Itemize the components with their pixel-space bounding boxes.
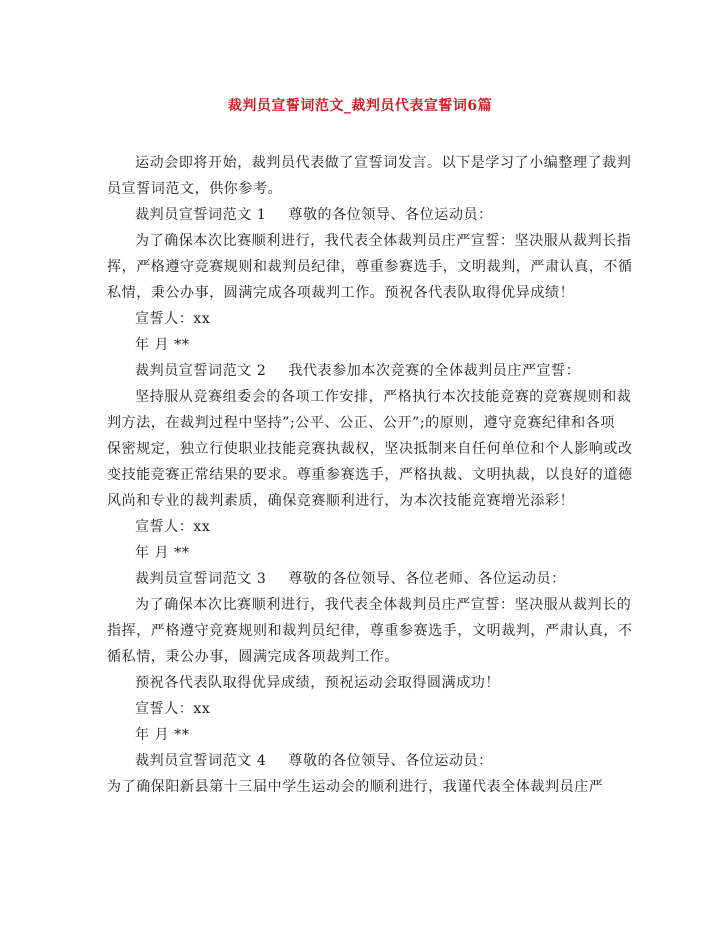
section-body-line: 挥，严格遵守竞赛规则和裁判员纪律，尊重参赛选手，文明裁判，严肃认真，不循 xyxy=(107,259,633,275)
section-2 xyxy=(107,358,633,566)
section-salutation: 尊敬的各位领导、各位运动员： xyxy=(288,753,493,769)
section-signer: 宣誓人：xx xyxy=(135,701,211,717)
section-heading: 裁判员宣誓词范文 2 xyxy=(135,363,267,379)
section-salutation: 尊敬的各位领导、各位老师、各位运动员： xyxy=(288,571,566,587)
section-salutation: 我代表参加本次竞赛的全体裁判员庄严宣誓： xyxy=(288,363,581,379)
document-title: 裁判员宣誓词范文_裁判员代表宣誓词6篇 xyxy=(227,98,493,114)
intro-paragraph xyxy=(107,150,632,202)
section-signer: 宣誓人：xx xyxy=(135,311,211,327)
section-4 xyxy=(107,748,613,800)
section-body-line: 为了确保本次比赛顺利进行，我代表全体裁判员庄严宣誓：坚决服从裁判长的 xyxy=(135,597,632,613)
section-body-line: 私情，秉公办事，圆满完成各项裁判工作。预祝各代表队取得优异成绩！ xyxy=(107,285,575,301)
section-heading-line xyxy=(107,566,613,592)
section-heading-line xyxy=(107,202,613,228)
section-body-line: 为了确保本次比赛顺利进行，我代表全体裁判员庄严宣誓：坚决服从裁判长指 xyxy=(135,233,632,249)
section-extra: 预祝各代表队取得优异成绩，预祝运动会取得圆满成功！ xyxy=(135,675,500,691)
section-signer: 宣誓人：xx xyxy=(135,519,211,535)
section-body-line: 指挥，严格遵守竞赛规则和裁判员纪律，尊重参赛选手，文明裁判，严肃认真，不 xyxy=(107,623,633,639)
section-3 xyxy=(107,566,633,748)
section-body-line: 风尚和专业的裁判素质，确保竞赛顺利进行，为本次技能竞赛增光添彩！ xyxy=(107,493,575,509)
section-heading: 裁判员宣誓词范文 3 xyxy=(135,571,267,587)
intro-line: 运动会即将开始，裁判员代表做了宣誓词发言。以下是学习了小编整理了裁判 xyxy=(135,155,632,171)
section-body-line: 变技能竞赛正常结果的要求。尊重参赛选手，严格执裁、文明执裁，以良好的道德 xyxy=(107,467,633,483)
section-date: 年 月 ** xyxy=(135,727,190,743)
section-heading-line xyxy=(107,358,613,384)
section-heading: 裁判员宣誓词范文 1 xyxy=(135,207,267,223)
section-heading-line xyxy=(107,748,613,774)
section-body-line: 循私情，秉公办事，圆满完成各项裁判工作。 xyxy=(107,649,399,665)
section-1 xyxy=(107,202,633,358)
section-body-line: 判方法，在裁判过程中坚持”;公平、公正、公开”;的原则，遵守竞赛纪律和各项 xyxy=(107,415,615,431)
section-date: 年 月 ** xyxy=(135,545,190,561)
section-body-line: 坚持服从竞赛组委会的各项工作安排，严格执行本次技能竞赛的竞赛规则和裁 xyxy=(135,389,632,405)
intro-line: 员宣誓词范文，供你参考。 xyxy=(107,181,283,197)
section-date: 年 月 ** xyxy=(135,337,190,353)
document-body xyxy=(107,150,633,800)
section-body-line: 保密规定，独立行使职业技能竞赛执裁权，坚决抵制来自任何单位和个人影响或改 xyxy=(107,441,633,457)
section-salutation: 尊敬的各位领导、各位运动员： xyxy=(288,207,493,223)
section-body-line: 为了确保阳新县第十三届中学生运动会的顺利进行，我谨代表全体裁判员庄严 xyxy=(107,779,604,795)
section-heading: 裁判员宣誓词范文 4 xyxy=(135,753,267,769)
